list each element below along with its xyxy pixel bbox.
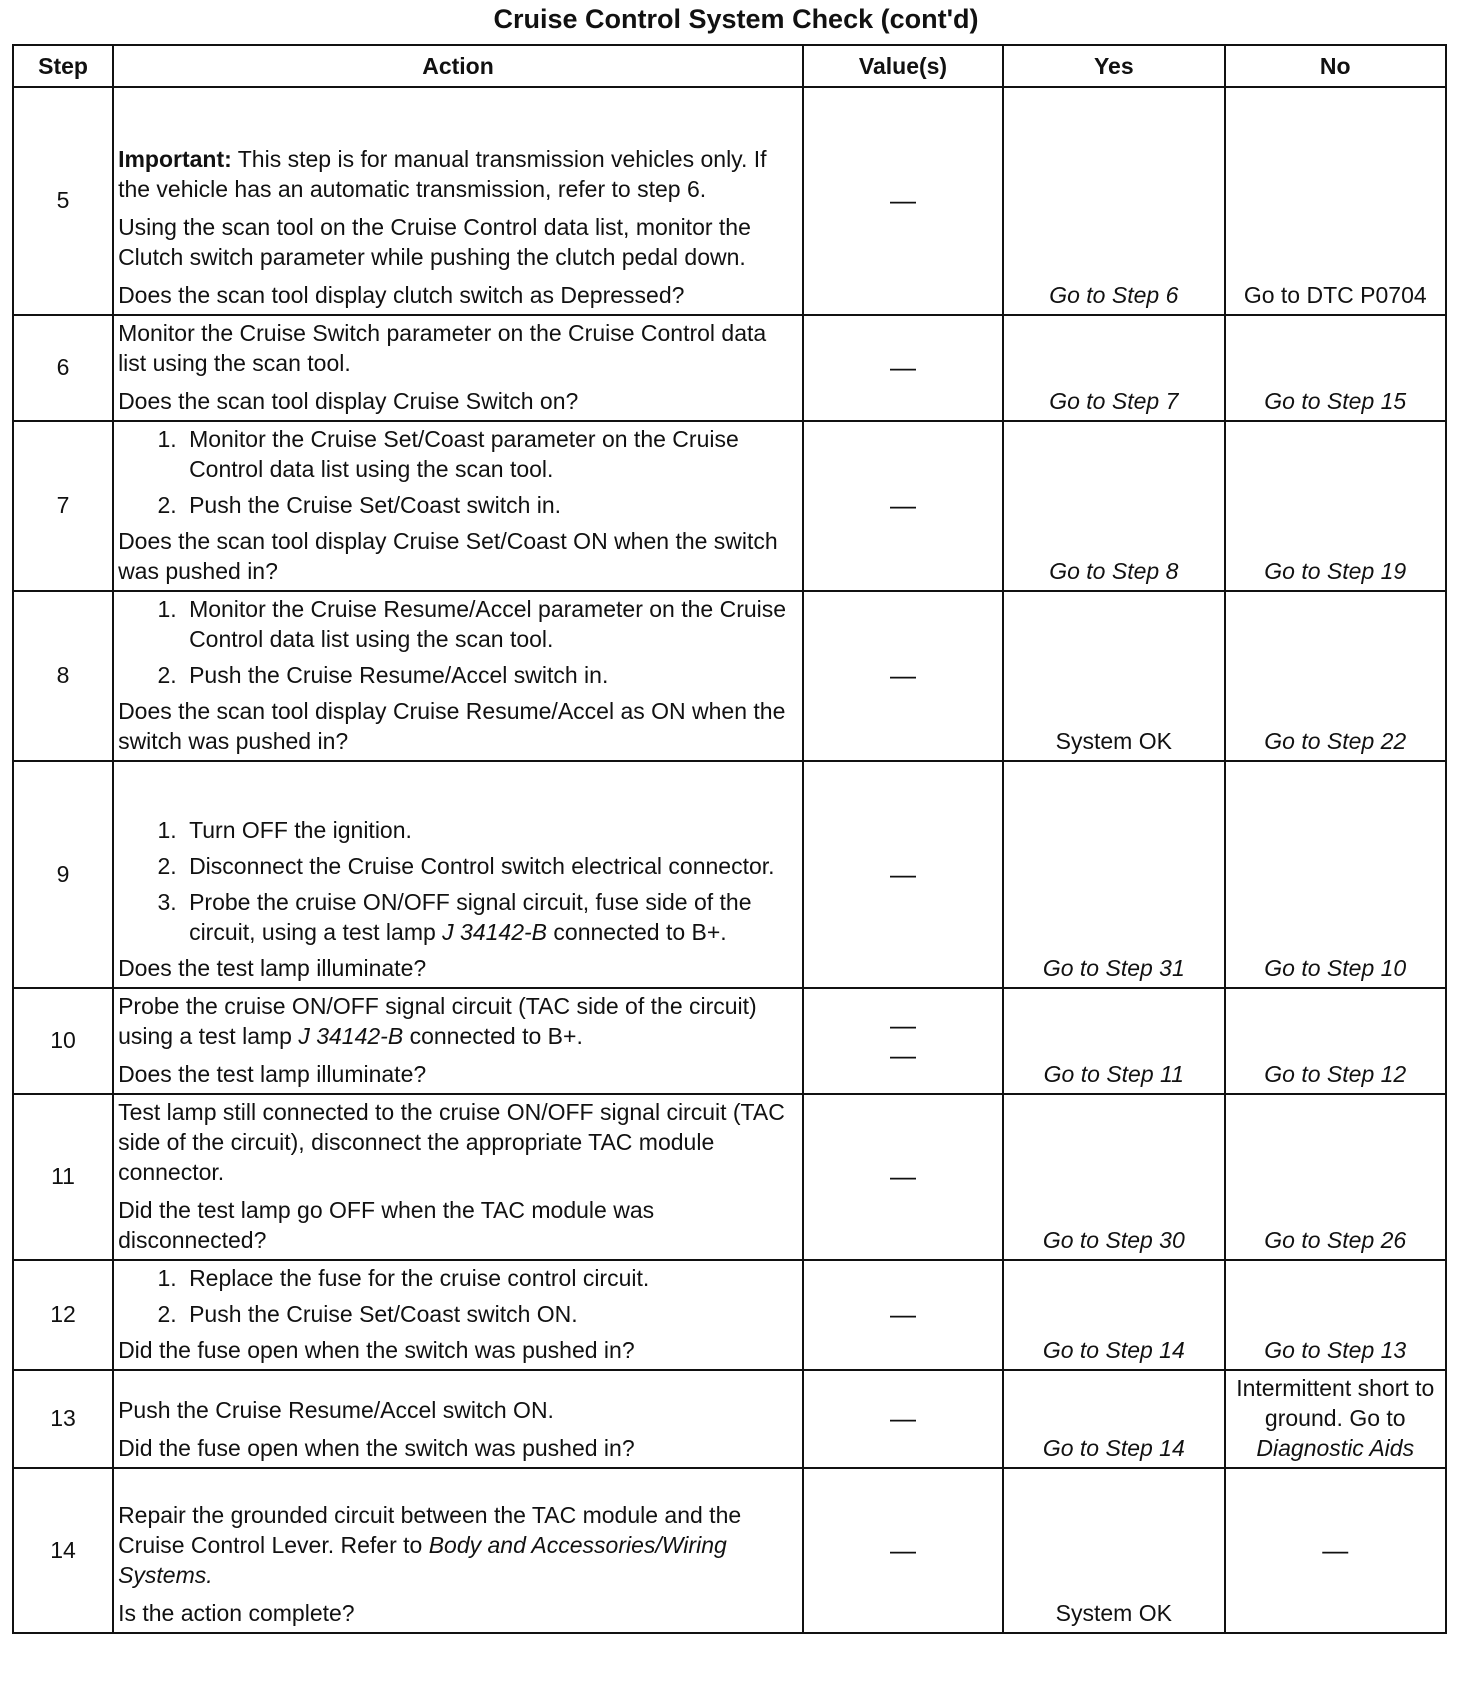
step-number: 7 xyxy=(13,421,113,591)
no-result: Go to Step 12 xyxy=(1225,988,1446,1094)
action-list xyxy=(118,424,798,520)
no-result xyxy=(1225,1370,1446,1468)
action-list xyxy=(118,594,798,690)
yes-result: System OK xyxy=(1003,1468,1224,1633)
list-item: 2. Push the Cruise Set/Coast switch ON. xyxy=(183,1299,798,1329)
header-row xyxy=(13,45,1446,87)
diagnostic-table xyxy=(12,44,1447,1634)
step-number: 8 xyxy=(13,591,113,761)
list-item-text: Probe the cruise ON/OFF signal circuit, fuse side of the circuit, using a test lamp xyxy=(189,889,752,945)
value-cell: — xyxy=(803,1094,1003,1260)
no-result: Go to Step 22 xyxy=(1225,591,1446,761)
action-list xyxy=(118,1263,798,1329)
table-row xyxy=(13,761,1446,988)
action-cell xyxy=(113,1094,803,1260)
value-dash: — xyxy=(890,1010,916,1040)
table-row xyxy=(13,1094,1446,1260)
action-question: Does the scan tool display Cruise Switch on? xyxy=(118,388,579,414)
yes-result: Go to Step 11 xyxy=(1003,988,1224,1094)
action-text xyxy=(118,991,798,1051)
value-cell: — xyxy=(803,315,1003,421)
yes-result: Go to Step 6 xyxy=(1003,87,1224,315)
step-number: 6 xyxy=(13,315,113,421)
no-result-text: Intermittent short to ground. Go to xyxy=(1236,1375,1435,1431)
header-no: No xyxy=(1225,45,1446,87)
value-cell: — xyxy=(803,1260,1003,1370)
manual-reference: Body and Accessories/Wiring Systems. xyxy=(118,1532,727,1588)
value-cell xyxy=(803,988,1003,1094)
page-title: Cruise Control System Check (cont'd) xyxy=(493,4,979,34)
action-text: Using the scan tool on the Cruise Control data list, monitor the Clutch switch parameter while pushing the clutch pedal down. xyxy=(118,214,751,270)
table-row xyxy=(13,315,1446,421)
step-number: 10 xyxy=(13,988,113,1094)
action-text: Monitor the Cruise Switch parameter on the Cruise Control data list using the scan tool. xyxy=(118,320,767,376)
yes-result: Go to Step 8 xyxy=(1003,421,1224,591)
step-number: 14 xyxy=(13,1468,113,1633)
tool-reference: J 34142-B xyxy=(442,919,548,945)
action-text-part: Probe the cruise ON/OFF signal circuit (TAC side of the circuit) using a test lamp xyxy=(118,993,757,1049)
list-item: 2. Disconnect the Cruise Control switch electrical connector. xyxy=(183,851,798,881)
list-item: 1. Turn OFF the ignition. xyxy=(183,815,798,845)
step-number: 11 xyxy=(13,1094,113,1260)
action-question: Does the scan tool display Cruise Set/Coast ON when the switch was pushed in? xyxy=(118,528,778,584)
table-row xyxy=(13,1370,1446,1468)
tool-reference: J 34142-B xyxy=(298,1023,404,1049)
action-cell xyxy=(113,315,803,421)
header-action: Action xyxy=(113,45,803,87)
action-cell xyxy=(113,761,803,988)
action-cell xyxy=(113,421,803,591)
table-row xyxy=(13,591,1446,761)
action-text: Push the Cruise Resume/Accel switch ON. xyxy=(118,1397,554,1423)
important-text: This step is for manual transmission vehicles only. If the vehicle has an automatic transmission, refer to step 6. xyxy=(118,146,767,202)
important-label: Important: xyxy=(118,146,232,172)
action-cell xyxy=(113,1260,803,1370)
value-cell: — xyxy=(803,1370,1003,1468)
action-question: Is the action complete? xyxy=(118,1600,355,1626)
yes-result: Go to Step 30 xyxy=(1003,1094,1224,1260)
step-number: 13 xyxy=(13,1370,113,1468)
no-result: Go to Step 10 xyxy=(1225,761,1446,988)
no-result: Go to Step 19 xyxy=(1225,421,1446,591)
action-text xyxy=(118,1500,798,1590)
action-question: Does the scan tool display Cruise Resume/Accel as ON when the switch was pushed in? xyxy=(118,698,786,754)
list-item: 1. Monitor the Cruise Set/Coast parameter on the Cruise Control data list using the scan tool. xyxy=(183,424,798,484)
list-item: 2. Push the Cruise Resume/Accel switch in. xyxy=(183,660,798,690)
yes-result: Go to Step 14 xyxy=(1003,1370,1224,1468)
action-text-part: Repair the grounded circuit between the TAC module and the Cruise Control Lever. Refer to xyxy=(118,1502,742,1558)
no-result: — xyxy=(1225,1468,1446,1633)
action-text-part: connected to B+. xyxy=(403,1023,583,1049)
list-item xyxy=(183,887,798,947)
action-question: Did the fuse open when the switch was pushed in? xyxy=(118,1337,635,1363)
yes-result: Go to Step 31 xyxy=(1003,761,1224,988)
value-dash: — xyxy=(890,1040,916,1070)
important-note xyxy=(118,144,798,204)
no-result: Go to DTC P0704 xyxy=(1225,87,1446,315)
header-step: Step xyxy=(13,45,113,87)
action-text: Test lamp still connected to the cruise ON/OFF signal circuit (TAC side of the circuit), disconnect the appropriate TAC module connector. xyxy=(118,1099,785,1185)
action-cell xyxy=(113,988,803,1094)
value-cell: — xyxy=(803,1468,1003,1633)
table-row xyxy=(13,421,1446,591)
action-question: Did the test lamp go OFF when the TAC module was disconnected? xyxy=(118,1197,655,1253)
value-cell: — xyxy=(803,421,1003,591)
list-item: 1. Monitor the Cruise Resume/Accel parameter on the Cruise Control data list using the scan tool. xyxy=(183,594,798,654)
step-number: 9 xyxy=(13,761,113,988)
no-result: Go to Step 15 xyxy=(1225,315,1446,421)
no-result: Go to Step 13 xyxy=(1225,1260,1446,1370)
value-cell: — xyxy=(803,591,1003,761)
table-row xyxy=(13,988,1446,1094)
action-cell xyxy=(113,87,803,315)
action-cell xyxy=(113,1468,803,1633)
step-number: 12 xyxy=(13,1260,113,1370)
table-row xyxy=(13,87,1446,315)
action-question: Does the test lamp illuminate? xyxy=(118,955,427,981)
action-question: Did the fuse open when the switch was pushed in? xyxy=(118,1435,635,1461)
action-question: Does the scan tool display clutch switch as Depressed? xyxy=(118,282,685,308)
list-item-text: connected to B+. xyxy=(547,919,727,945)
no-result: Go to Step 26 xyxy=(1225,1094,1446,1260)
action-list xyxy=(118,815,798,947)
list-item: 1. Replace the fuse for the cruise control circuit. xyxy=(183,1263,798,1293)
value-cell: — xyxy=(803,87,1003,315)
header-values: Value(s) xyxy=(803,45,1003,87)
yes-result: Go to Step 14 xyxy=(1003,1260,1224,1370)
list-item: 2. Push the Cruise Set/Coast switch in. xyxy=(183,490,798,520)
value-cell: — xyxy=(803,761,1003,988)
yes-result: Go to Step 7 xyxy=(1003,315,1224,421)
diagnostic-aids-reference: Diagnostic Aids xyxy=(1256,1435,1415,1461)
action-question: Does the test lamp illuminate? xyxy=(118,1061,427,1087)
action-cell xyxy=(113,591,803,761)
yes-result: System OK xyxy=(1003,591,1224,761)
table-row xyxy=(13,1260,1446,1370)
header-yes: Yes xyxy=(1003,45,1224,87)
action-cell xyxy=(113,1370,803,1468)
table-row xyxy=(13,1468,1446,1633)
step-number: 5 xyxy=(13,87,113,315)
